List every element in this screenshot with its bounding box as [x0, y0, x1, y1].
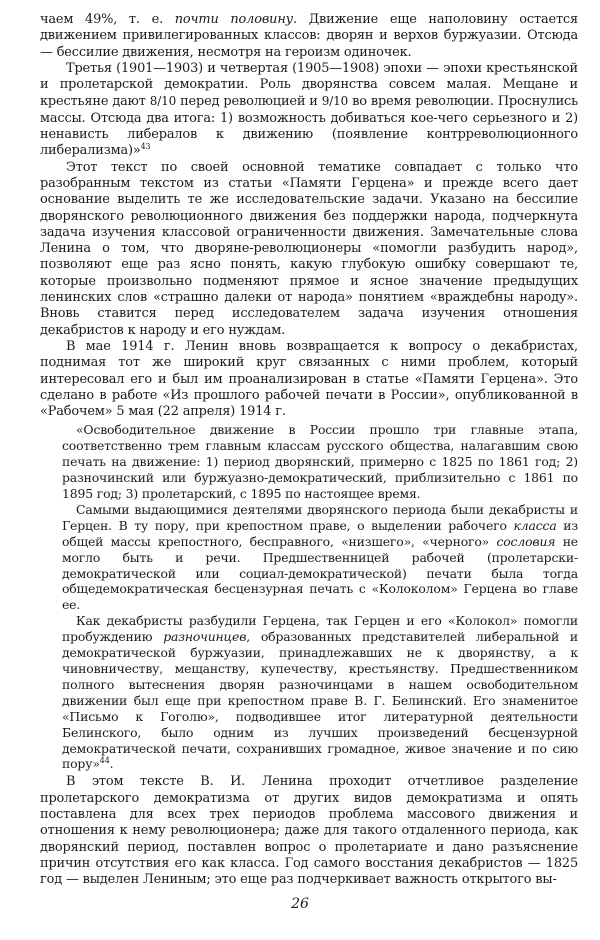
- emphasis-text: класса: [513, 517, 557, 533]
- fraction: 9/10: [321, 94, 349, 109]
- quote-noble-period: Самыми выдающимися деятелями дворянского периода были декабристы и Герцен. В ту пору, при крепостном праве, о выделении рабочего класса из общей массы крепостного, бесправного, «низшего», «черного» сословия не могло быть и речи. Предшественницей рабочей (пролетарски-демократической или социал-демократической) печати была тогда общедемократическая бесцензурная печать с «Колоколом» Герцена во главе ее.: [62, 501, 578, 613]
- fraction: 8/10: [149, 94, 177, 109]
- emphasis-text: почти половину: [174, 12, 293, 27]
- paragraph-analysis: Этот текст по своей основной тематике совпадает с только что разобранным текстом из статьи «Памяти Герцена» и прежде всего дает основание выделить те же исследовательские задачи. Указано на бессилие дворянского революционного движения без поддержки народа, подчеркнута задача изучения классовой ограниченности движения. Замечательные слова Ленина о том, что дворяне-революционеры «помогли разбудить народ», позволяют еще раз ясно понять, какую глубокую ошибку совершают те, которые произвольно подменяют прямое и ясное значение предыдущих ленинских слов «страшно далеки от народа» понятием «враждебны народу». Вновь ставится перед исследователем задача изучения отношения декабристов к народу и его нуждам.: [40, 159, 578, 338]
- quote-raznochintsy: Как декабристы разбудили Герцена, так Герцен и его «Колокол» помогли пробуждению разночинцев, образованных представителей либеральной и демократической буржуазии, принадлежавших не к дворянству, а к чиновничеству, мещанству, купечеству, крестьянству. Предшественником полного вытеснения дворян разночинцами в нашем освободительном движении был еще при крепостном праве В. Г. Белинский. Его знаменитое «Письмо к Гоголю», подводившее итог литературной деятельности Белинского, было одним из лучших произведений бесцензурной демократической печати, сохранивших громадное, живое значение и по сию пору»$^{44}$.: [62, 613, 578, 772]
- emphasis-text: сословия: [496, 533, 556, 549]
- paragraph-third-fourth-epochs: Третья (1901—1903) и четвертая (1905—1908) эпохи — эпохи крестьянской и пролетарской демократии. Роль дворянства совсем малая. Мещане и крестьяне дают 8/10 перед революцией и 9/10 во время революции. Проснулись массы. Отсюда два итога: 1) возможность добиваться кое-чего серьезного и 2) ненависть либералов к движению (появление контрреволюционного либерализма)»$^{43}$: [40, 60, 578, 159]
- paragraph-may-1914: В мае 1914 г. Ленин вновь возвращается к вопросу о декабристах, поднимая тот же широкий круг связанных с ними проблем, который интересовал его и был им проанализирован в статье «Памяти Герцена». Это сделано в работе «Из прошлого рабочей печати в России», опубликованной в «Рабочем» 5 мая (22 апреля) 1914 г.: [40, 338, 578, 420]
- footnote-ref: 43: [140, 142, 151, 152]
- emphasis-text: разночинцев: [163, 629, 247, 645]
- paragraph-conclusion: В этом тексте В. И. Ленина проходит отчетливое разделение пролетарского демократизма от других видов демократизма и опять поставлена для всех трех периодов проблема массового движения и отношения к нему революционера; даже для такого отдаленного периода, как дворянский период, поставлен вопрос о пролетариате и дано разъяснение причин отсутствия его как класса. Год самого восстания декабристов — 1825 год — выделен Лениным; это еще раз подчеркивает важность открытого вы-: [40, 774, 578, 888]
- footnote-ref: 44: [99, 756, 110, 766]
- paragraph-continuation: чаем 49%, т. е. почти половину. Движение еще наполовину остается движением привилегированных классов: дворян и верхов буржуазии. Отсюда — бессилие движения, несмотря на героизм одиночек.: [40, 12, 578, 60]
- quote-three-stages: «Освободительное движение в России прошло три главные этапа, соответственно трем главным классам русского общества, налагавшим свою печать на движение: 1) период дворянский, примерно с 1825 по 1861 год; 2) разночинский или буржуазно-демократический, приблизительно с 1861 по 1895 год; 3) пролетарский, с 1895 по настоящее время.: [62, 422, 578, 502]
- page-number: 26: [291, 896, 309, 912]
